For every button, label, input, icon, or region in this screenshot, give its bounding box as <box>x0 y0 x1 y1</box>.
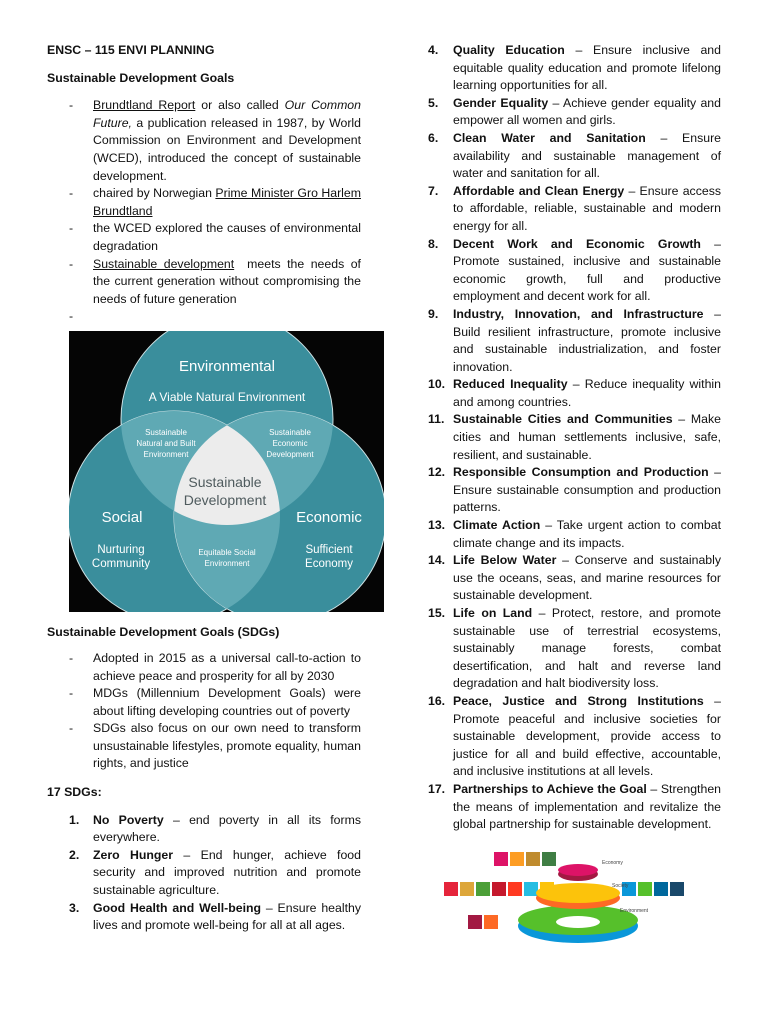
sdg-tile <box>510 852 524 866</box>
label-economic-sub2: Economy <box>305 558 353 571</box>
sdg-tile <box>460 882 474 896</box>
label-overlap-soc-eco-1: Equitable Social <box>198 548 256 558</box>
sdg-tile <box>524 882 538 896</box>
goal-item: 3. Good Health and Well-being – Ensure healthy lives and promote well-being for all at all ages. <box>69 900 361 933</box>
label-overlap-env-eco-3: Development <box>266 450 314 460</box>
sdg-tile <box>444 882 458 896</box>
list-item: - Adopted in 2015 as a universal call-to-action to achieve peace and prosperity for all by 2030 <box>47 650 361 685</box>
goal-item: 7. Affordable and Clean Energy – Ensure access to affordable, reliable, sustainable and modern energy for all. <box>428 183 721 233</box>
goal-item: 15. Life on Land – Protect, restore, and promote sustainable use of terrestrial ecosystems, sustainably manage forests, combat desertification, and halt and reverse land degradation and halt biodiversity loss. <box>428 606 721 691</box>
goal-item: 14. Life Below Water – Conserve and sustainably use the oceans, seas, and marine resources for sustainable development. <box>428 553 721 603</box>
list-item: - SDGs also focus on our own need to transform unsustainable lifestyles, promote equality, human rights, and justice <box>47 720 361 773</box>
label-economic: Economic <box>296 509 362 527</box>
sdg-tile <box>526 852 540 866</box>
sdg-tile <box>484 915 498 929</box>
label-society: Society <box>612 882 629 889</box>
sdg-tile <box>468 915 482 929</box>
sdg-tile <box>542 852 556 866</box>
goal-item: 12. Responsible Consumption and Production – Ensure sustainable consumption and production patterns. <box>428 465 721 515</box>
section-title-sdgs: Sustainable Development Goals (SDGs) <box>47 625 280 640</box>
list-item: - chaired by Norwegian Prime Minister Gro Harlem Brundtland <box>47 185 361 220</box>
sdg-tile <box>492 882 506 896</box>
sdg-tile <box>508 882 522 896</box>
goals-list-right <box>428 42 721 834</box>
list-item: - Brundtland Report or also called Our Common Future, a publication released in 1987, by World Commission on Environment and Development (WCED), introduced the concept of sustainable development. <box>47 97 361 185</box>
goal-item: 1. No Poverty – end poverty in all its forms everywhere. <box>69 812 362 845</box>
label-center-2: Development <box>183 492 267 509</box>
list-item <box>47 308 361 324</box>
label-overlap-env-social-2: Natural and Built <box>136 439 196 449</box>
goal-item: 8. Decent Work and Economic Growth – Promote sustained, inclusive and sustainable economic growth, full and productive employment and decent work for all. <box>428 236 721 304</box>
label-social-sub2: Community <box>91 558 151 571</box>
label-economic-sub1: Sufficient <box>305 544 353 557</box>
sdg-info-list <box>47 650 361 773</box>
label-overlap-env-eco-2: Economic <box>272 439 308 449</box>
goal-item: 5. Gender Equality – Achieve gender equality and empower all women and girls. <box>428 95 721 128</box>
goal-item: 6. Clean Water and Sanitation – Ensure availability and sustainable management of water and sanitation for all. <box>428 130 721 181</box>
right-column <box>428 42 721 953</box>
goal-item: 9. Industry, Innovation, and Infrastructure – Build resilient infrastructure, promote inclusive and sustainable industrialization, and foster innovation. <box>428 306 721 374</box>
section-title-17-sdgs: 17 SDGs: <box>47 785 102 800</box>
label-overlap-soc-eco-2: Environment <box>204 559 250 569</box>
sdg-tile <box>494 852 508 866</box>
label-overlap-env-social-3: Environment <box>143 450 189 460</box>
label-center-1: Sustainable <box>188 474 262 491</box>
label-environment: Environment <box>620 907 649 914</box>
cake-society-top <box>536 883 620 903</box>
label-economy: Economy <box>602 859 623 866</box>
goals-list-left <box>47 812 361 935</box>
label-environmental-sub: A Viable Natural Environment <box>148 390 306 405</box>
list-item: - the WCED explored the causes of environmental degradation <box>47 220 361 255</box>
goal-item: 17. Partnerships to Achieve the Goal – Strengthen the means of implementation and revitalize the global partnership for sustainable development. <box>428 781 721 832</box>
goal-item: 13. Climate Action – Take urgent action to combat climate change and its impacts. <box>428 518 721 550</box>
label-social-sub1: Nurturing <box>97 544 145 557</box>
list-item: - Sustainable development meets the needs of the current generation without compromising the needs of future generation <box>47 256 361 309</box>
cake-economy-top <box>558 864 598 876</box>
section-title-sdg: Sustainable Development Goals <box>47 70 235 85</box>
sdg-tile <box>670 882 684 896</box>
sdg-tile <box>476 882 490 896</box>
goal-item: 2. Zero Hunger – End hunger, achieve food security and improved nutrition and promote sustainable agriculture. <box>69 847 361 898</box>
course-title: ENSC – 115 ENVI PLANNING <box>47 43 215 57</box>
sdg-tile <box>654 882 668 896</box>
cake-environment-hole <box>556 916 600 928</box>
goal-item: 16. Peace, Justice and Strong Institutions – Promote peaceful and inclusive societies for sustainable development, provide access to justice for all and build effective, accountable, and inclusive institutions at all levels. <box>428 693 721 779</box>
venn-diagram <box>69 331 384 612</box>
left-column <box>47 42 365 935</box>
intro-list <box>47 97 365 324</box>
label-overlap-env-eco-1: Sustainable <box>269 428 311 438</box>
goal-item: 11. Sustainable Cities and Communities – Make cities and human settlements inclusive, safe, resilient, and sustainable. <box>428 412 721 462</box>
label-overlap-env-social-1: Sustainable <box>145 428 187 438</box>
list-item: - MDGs (Millennium Development Goals) were about lifting developing countries out of poverty <box>47 685 361 720</box>
label-social: Social <box>101 509 143 527</box>
goal-item: 4. Quality Education – Ensure inclusive and equitable quality education and promote lifelong learning opportunities for all. <box>428 43 721 93</box>
label-environmental: Environmental <box>179 358 275 376</box>
goal-item: 10. Reduced Inequality – Reduce inequality within and among countries. <box>428 377 721 409</box>
sdg-wedding-cake-image <box>442 840 714 953</box>
sdg-tile <box>638 882 652 896</box>
